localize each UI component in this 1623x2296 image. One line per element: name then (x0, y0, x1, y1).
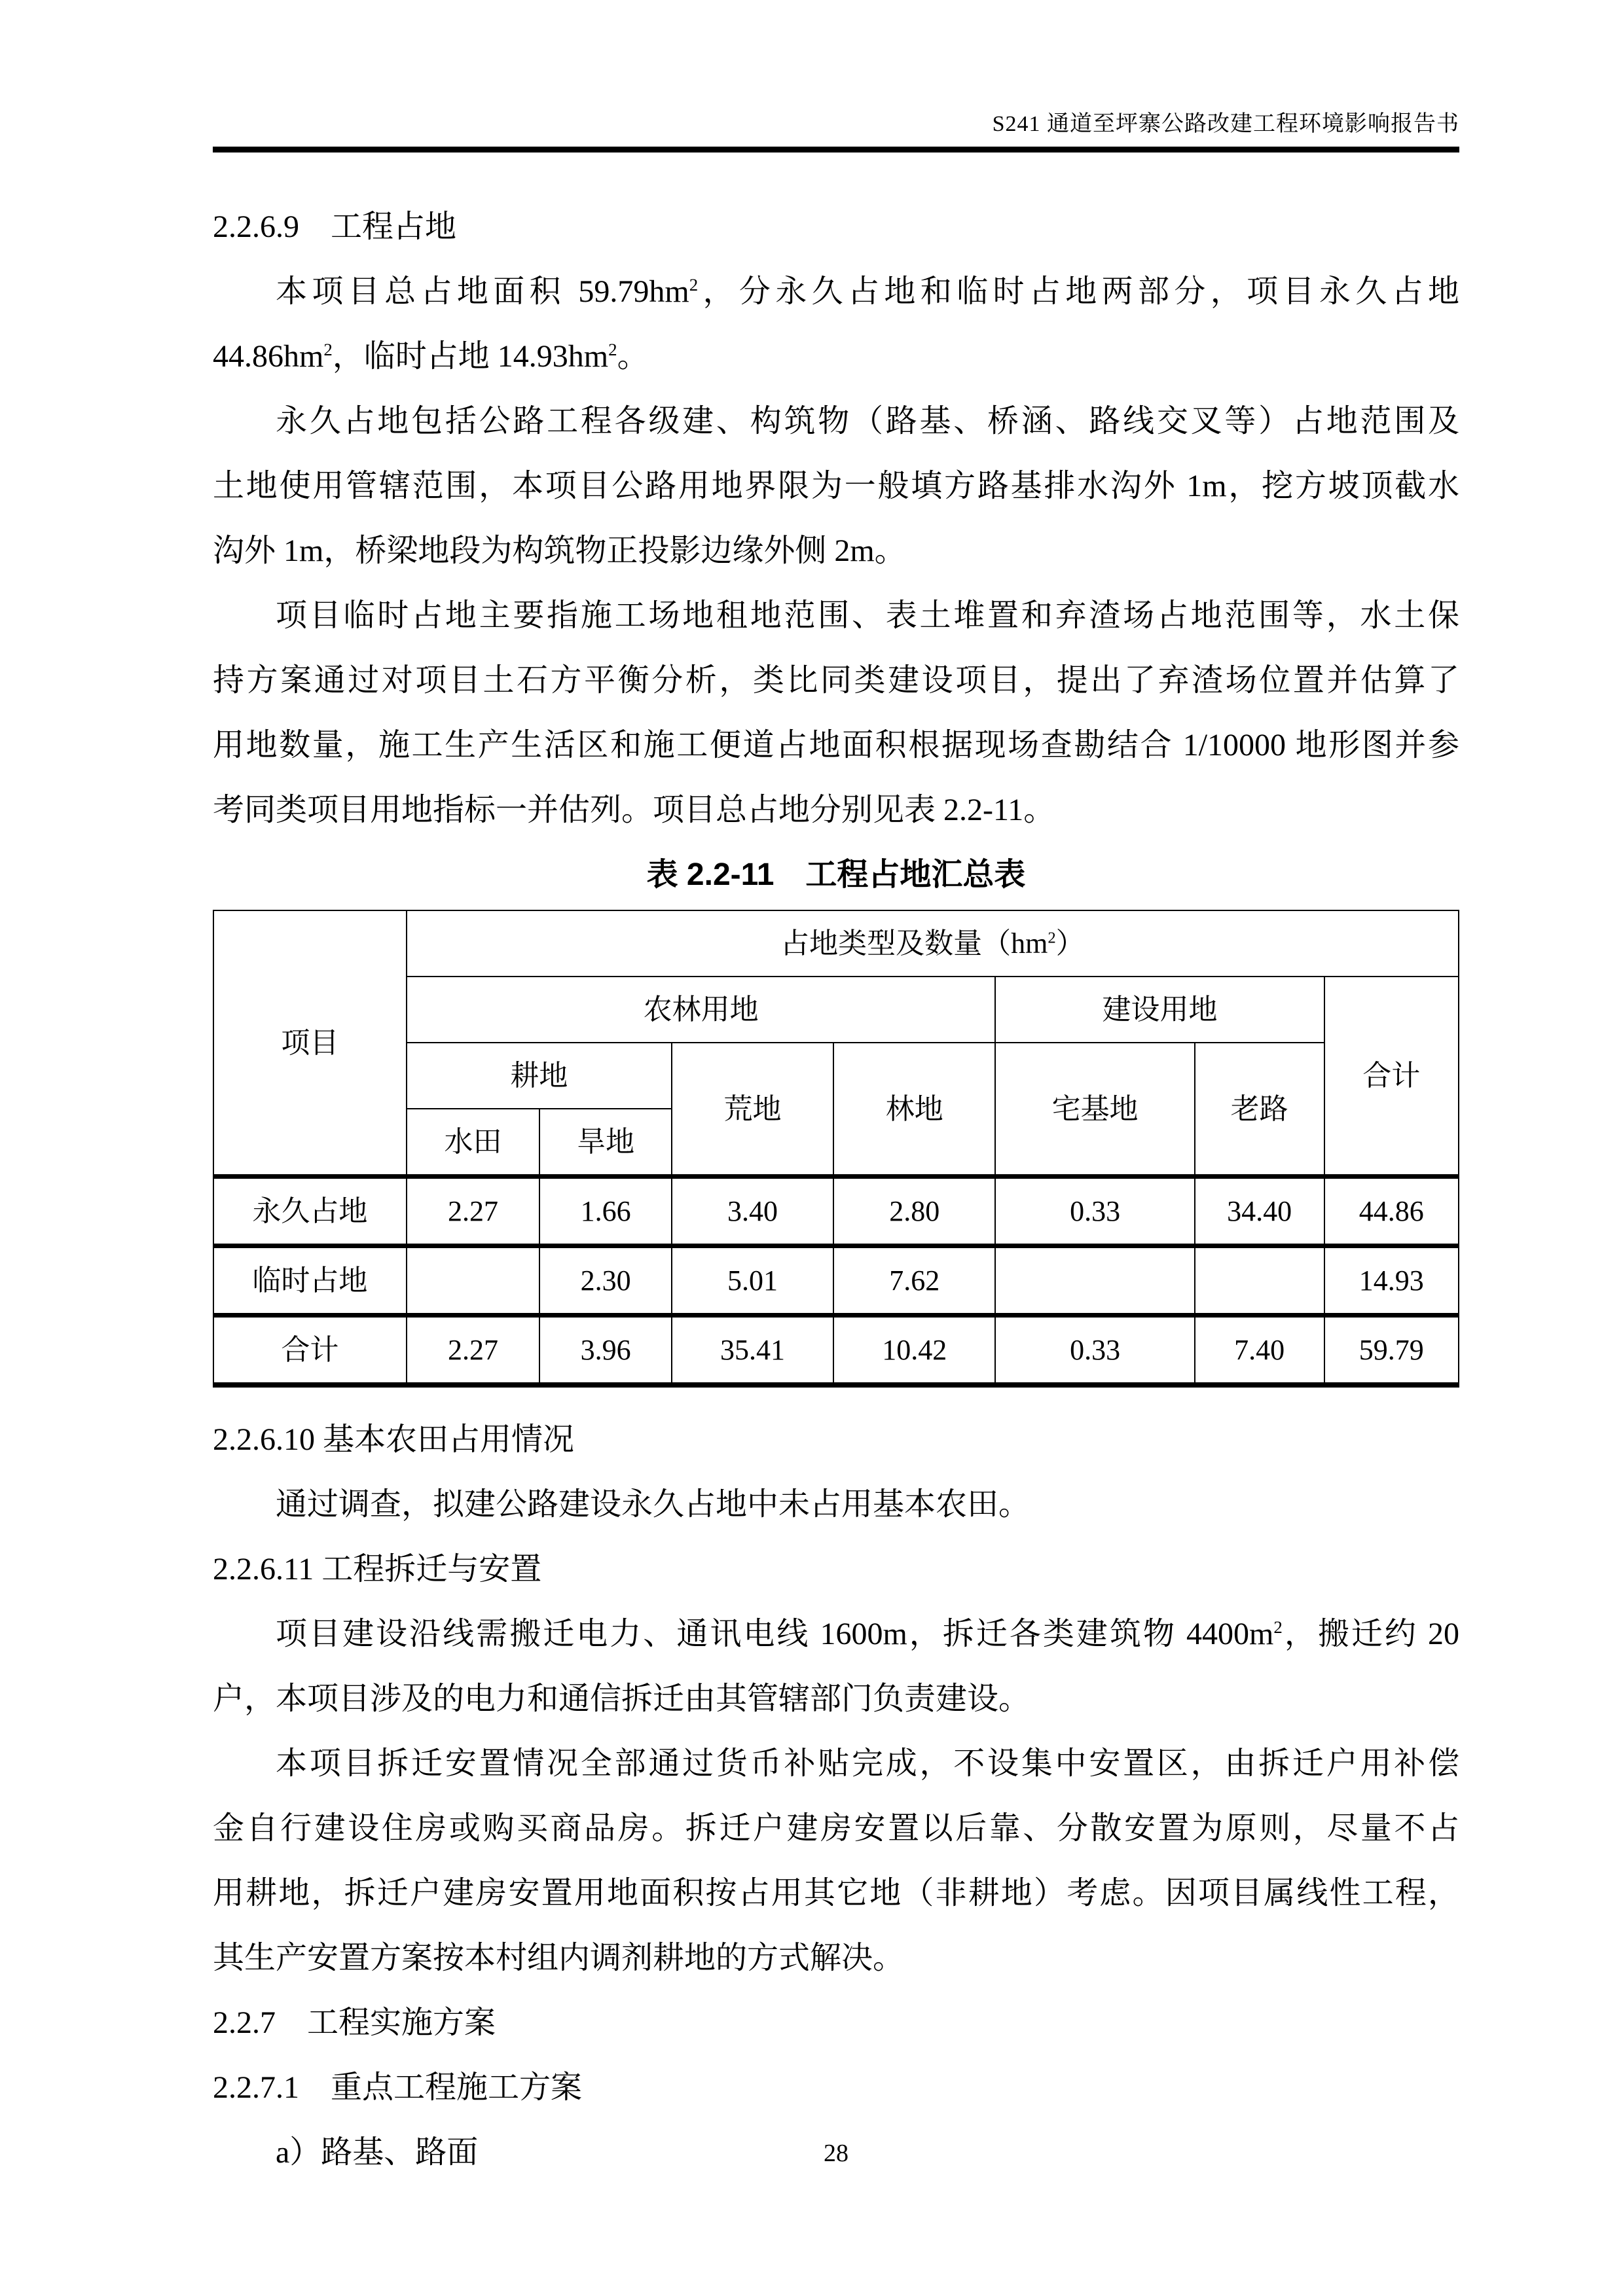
table-header-wasteland: 荒地 (672, 1043, 833, 1177)
table-header-dry-land: 旱地 (539, 1109, 672, 1177)
text-run: 持方案通过对项目土石方平衡分析，类比同类建设项目，提出了弃渣场位置并估算了 (213, 663, 1459, 698)
section-heading (213, 1990, 1459, 2055)
text-run: 户，本项目涉及的电力和通信拆迁由其管辖部门负责建设。 (213, 1681, 1030, 1716)
text-run: 用地数量，施工生产生活区和施工便道占地面积根据现场查勘结合 1/10000 地形图并参 (213, 728, 1459, 762)
text-line (213, 1407, 1459, 1472)
table-cell (407, 1246, 540, 1316)
page-header (213, 0, 1459, 152)
table-header-paddy-field: 水田 (407, 1109, 540, 1177)
table-cell: 2.30 (539, 1246, 672, 1316)
text-run: ） (1055, 927, 1085, 960)
text-run: 2.2.7 工程实施方案 (213, 2005, 496, 2040)
text-line (213, 194, 1459, 259)
text-run: 金自行建设住房或购买商品房。拆迁户建房安置以后靠、分散安置为原则，尽量不占 (213, 1811, 1459, 1846)
section-heading (213, 1537, 1459, 1602)
row-label-temporary: 临时占地 (213, 1246, 407, 1316)
table-cell: 7.40 (1195, 1316, 1324, 1386)
text-run: 沟外 1m，桥梁地段为构筑物正投影边缘外侧 2m。 (213, 533, 906, 568)
text-line (213, 259, 1459, 324)
paragraph (213, 1602, 1459, 1731)
text-run: 本项目总占地面积 59.79hm (276, 274, 689, 309)
table-cell: 2.27 (407, 1316, 540, 1386)
table-header-farm-forest-land: 农林用地 (407, 977, 996, 1043)
text-line (213, 648, 1459, 713)
text-line (213, 713, 1459, 778)
text-line (213, 1796, 1459, 1861)
text-run: ，临时占地 14.93hm (332, 339, 609, 374)
report-title: S241 通道至坪寨公路改建工程环境影响报告书 (992, 112, 1459, 136)
superscript: 2 (1048, 929, 1056, 947)
content-before-table (213, 194, 1459, 842)
text-run: ，分永久占地和临时占地两部分，项目永久占地 (698, 274, 1459, 309)
table-header-cultivated-land: 耕地 (407, 1043, 672, 1109)
table-cell: 7.62 (833, 1246, 995, 1316)
section-heading (213, 1407, 1459, 1472)
text-line (213, 1666, 1459, 1731)
table-title: 表 2.2-11 工程占地汇总表 (646, 857, 1026, 892)
text-line (213, 1861, 1459, 1926)
table-header-old-road: 老路 (1195, 1043, 1324, 1177)
row-label-permanent: 永久占地 (213, 1177, 407, 1246)
text-run: ，搬迁约 20 (1282, 1617, 1459, 1651)
table-header-forest-land: 林地 (833, 1043, 995, 1177)
section-heading (213, 194, 1459, 259)
text-line (213, 2055, 1459, 2120)
table-header-project: 项目 (213, 910, 407, 1177)
table-cell: 2.80 (833, 1177, 995, 1246)
table-cell: 44.86 (1324, 1177, 1459, 1246)
page-number: 28 (824, 2140, 848, 2167)
superscript: 2 (689, 275, 699, 295)
table-header-construction-land: 建设用地 (995, 977, 1324, 1043)
text-line (213, 324, 1459, 389)
text-run: a）路基、路面 (276, 2135, 479, 2170)
header-rule (213, 147, 1459, 152)
table-cell: 3.40 (672, 1177, 833, 1246)
table-cell (995, 1246, 1194, 1316)
superscript: 2 (1273, 1617, 1283, 1637)
text-run: 通过调查，拟建公路建设永久占地中未占用基本农田。 (276, 1487, 1030, 1522)
text-run: 占地类型及数量（hm (780, 927, 1048, 960)
table-cell: 5.01 (672, 1246, 833, 1316)
land-occupation-summary-table (213, 910, 1459, 1388)
text-line (213, 454, 1459, 518)
section-heading (213, 2055, 1459, 2120)
table-header-homestead: 宅基地 (995, 1043, 1194, 1177)
table-cell: 0.33 (995, 1177, 1194, 1246)
text-run: 44.86hm (213, 339, 324, 374)
table-cell: 14.93 (1324, 1246, 1459, 1316)
text-line (213, 1990, 1459, 2055)
content-after-table (213, 1407, 1459, 2185)
superscript: 2 (608, 340, 617, 359)
paragraph (213, 259, 1459, 389)
table-cell (1195, 1246, 1324, 1316)
text-run: 其生产安置方案按本村组内调剂耕地的方式解决。 (213, 1941, 905, 1975)
page-content (213, 194, 1459, 2185)
text-run: 项目临时占地主要指施工场地租地范围、表土堆置和弃渣场占地范围等，水土保 (276, 598, 1459, 633)
text-run: 考同类项目用地指标一并估列。项目总占地分别见表 2.2-11。 (213, 793, 1055, 827)
paragraph (213, 1731, 1459, 1990)
table-cell: 35.41 (672, 1316, 833, 1386)
text-run: 项目建设沿线需搬迁电力、通讯电线 1600m，拆迁各类建筑物 4400m (276, 1617, 1274, 1651)
text-run: 。 (617, 339, 649, 374)
paragraph (213, 389, 1459, 583)
text-line (213, 778, 1459, 842)
text-run: 2.2.6.11 工程拆迁与安置 (213, 1552, 542, 1587)
table-header-total: 合计 (1324, 977, 1459, 1177)
table-cell: 10.42 (833, 1316, 995, 1386)
table-cell: 2.27 (407, 1177, 540, 1246)
text-run: 土地使用管辖范围，本项目公路用地界限为一般填方路基排水沟外 1m，挖方坡顶截水 (213, 469, 1459, 503)
text-line (213, 1602, 1459, 1666)
table-header-unit (407, 910, 1459, 977)
superscript: 2 (323, 340, 333, 359)
text-run: 2.2.6.9 工程占地 (213, 209, 457, 244)
text-run: 本项目拆迁安置情况全部通过货币补贴完成，不设集中安置区，由拆迁户用补偿 (276, 1746, 1459, 1781)
text-line (213, 389, 1459, 454)
table-cell: 3.96 (539, 1316, 672, 1386)
text-run: 2.2.7.1 重点工程施工方案 (213, 2070, 583, 2105)
table-cell: 59.79 (1324, 1316, 1459, 1386)
text-line (213, 1731, 1459, 1796)
text-run: 用耕地，拆迁户建房安置用地面积按占用其它地（非耕地）考虑。因项目属线性工程， (213, 1876, 1459, 1910)
text-run: 2.2.6.10 基本农田占用情况 (213, 1422, 575, 1457)
paragraph (213, 583, 1459, 842)
table-cell: 34.40 (1195, 1177, 1324, 1246)
text-line (213, 1537, 1459, 1602)
text-run: 永久占地包括公路工程各级建、构筑物（路基、桥涵、路线交叉等）占地范围及 (276, 404, 1459, 439)
text-line (213, 518, 1459, 583)
text-line (213, 1926, 1459, 1990)
row-label-total: 合计 (213, 1316, 407, 1386)
table-cell: 0.33 (995, 1316, 1194, 1386)
table-cell: 1.66 (539, 1177, 672, 1246)
text-line (213, 583, 1459, 648)
text-line (213, 1472, 1459, 1537)
paragraph (213, 1472, 1459, 1537)
